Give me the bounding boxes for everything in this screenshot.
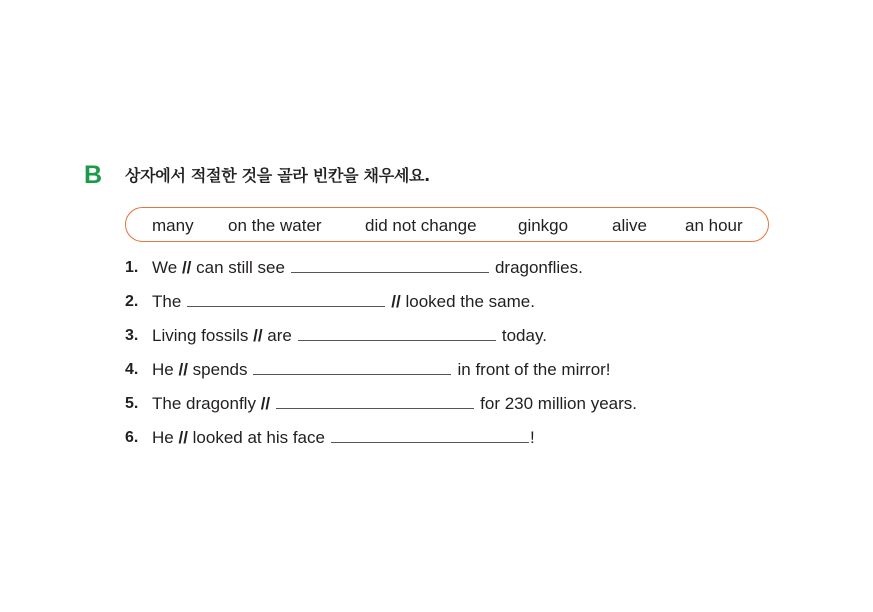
slash-mark: // bbox=[253, 326, 263, 345]
item-text: He bbox=[152, 360, 174, 379]
item-text: can still see bbox=[196, 258, 285, 277]
word-box-item: did not change bbox=[365, 216, 477, 235]
item-text: ! bbox=[529, 428, 535, 447]
answer-blank[interactable] bbox=[291, 258, 489, 273]
item-number: 4. bbox=[125, 361, 139, 378]
item-text: are bbox=[267, 326, 292, 345]
slash-mark: // bbox=[181, 258, 192, 277]
slash-mark: // bbox=[178, 428, 188, 447]
word-box-item: alive bbox=[612, 216, 647, 235]
item-number: 3. bbox=[125, 327, 139, 344]
slash-mark: // bbox=[260, 394, 271, 413]
item-text: We bbox=[152, 258, 178, 277]
instruction-text: 상자에서 적절한 것을 골라 빈칸을 채우세요. bbox=[125, 166, 430, 185]
item-number: 6. bbox=[125, 429, 139, 446]
answer-blank[interactable] bbox=[298, 326, 496, 341]
slash-mark: // bbox=[178, 360, 188, 379]
slash-mark: // bbox=[391, 292, 401, 311]
answer-blank[interactable] bbox=[187, 292, 385, 307]
item-text: dragonflies. bbox=[494, 258, 583, 277]
item-number: 2. bbox=[125, 293, 139, 310]
word-box-item: many bbox=[152, 216, 194, 235]
answer-blank[interactable] bbox=[253, 360, 451, 375]
item-text: today. bbox=[501, 326, 547, 345]
section-letter: B bbox=[84, 161, 103, 189]
item-text: The bbox=[152, 292, 182, 311]
item-text: spends bbox=[192, 360, 248, 379]
item-number: 5. bbox=[125, 395, 139, 412]
item-text: He bbox=[152, 428, 174, 447]
word-box-item: ginkgo bbox=[518, 216, 569, 235]
answer-blank[interactable] bbox=[276, 394, 474, 409]
item-text: looked at his face bbox=[192, 428, 325, 447]
item-text: The dragonfly bbox=[152, 394, 256, 413]
item-text: in front of the mirror! bbox=[457, 360, 611, 379]
item-number: 1. bbox=[125, 259, 139, 276]
word-box-item: on the water bbox=[228, 216, 322, 235]
item-text: looked the same. bbox=[405, 292, 535, 311]
word-box bbox=[125, 207, 769, 242]
word-box-item: an hour bbox=[685, 216, 743, 235]
item-text: Living fossils bbox=[152, 326, 249, 345]
item-text: for 230 million years. bbox=[480, 394, 637, 413]
answer-blank[interactable] bbox=[331, 428, 529, 443]
